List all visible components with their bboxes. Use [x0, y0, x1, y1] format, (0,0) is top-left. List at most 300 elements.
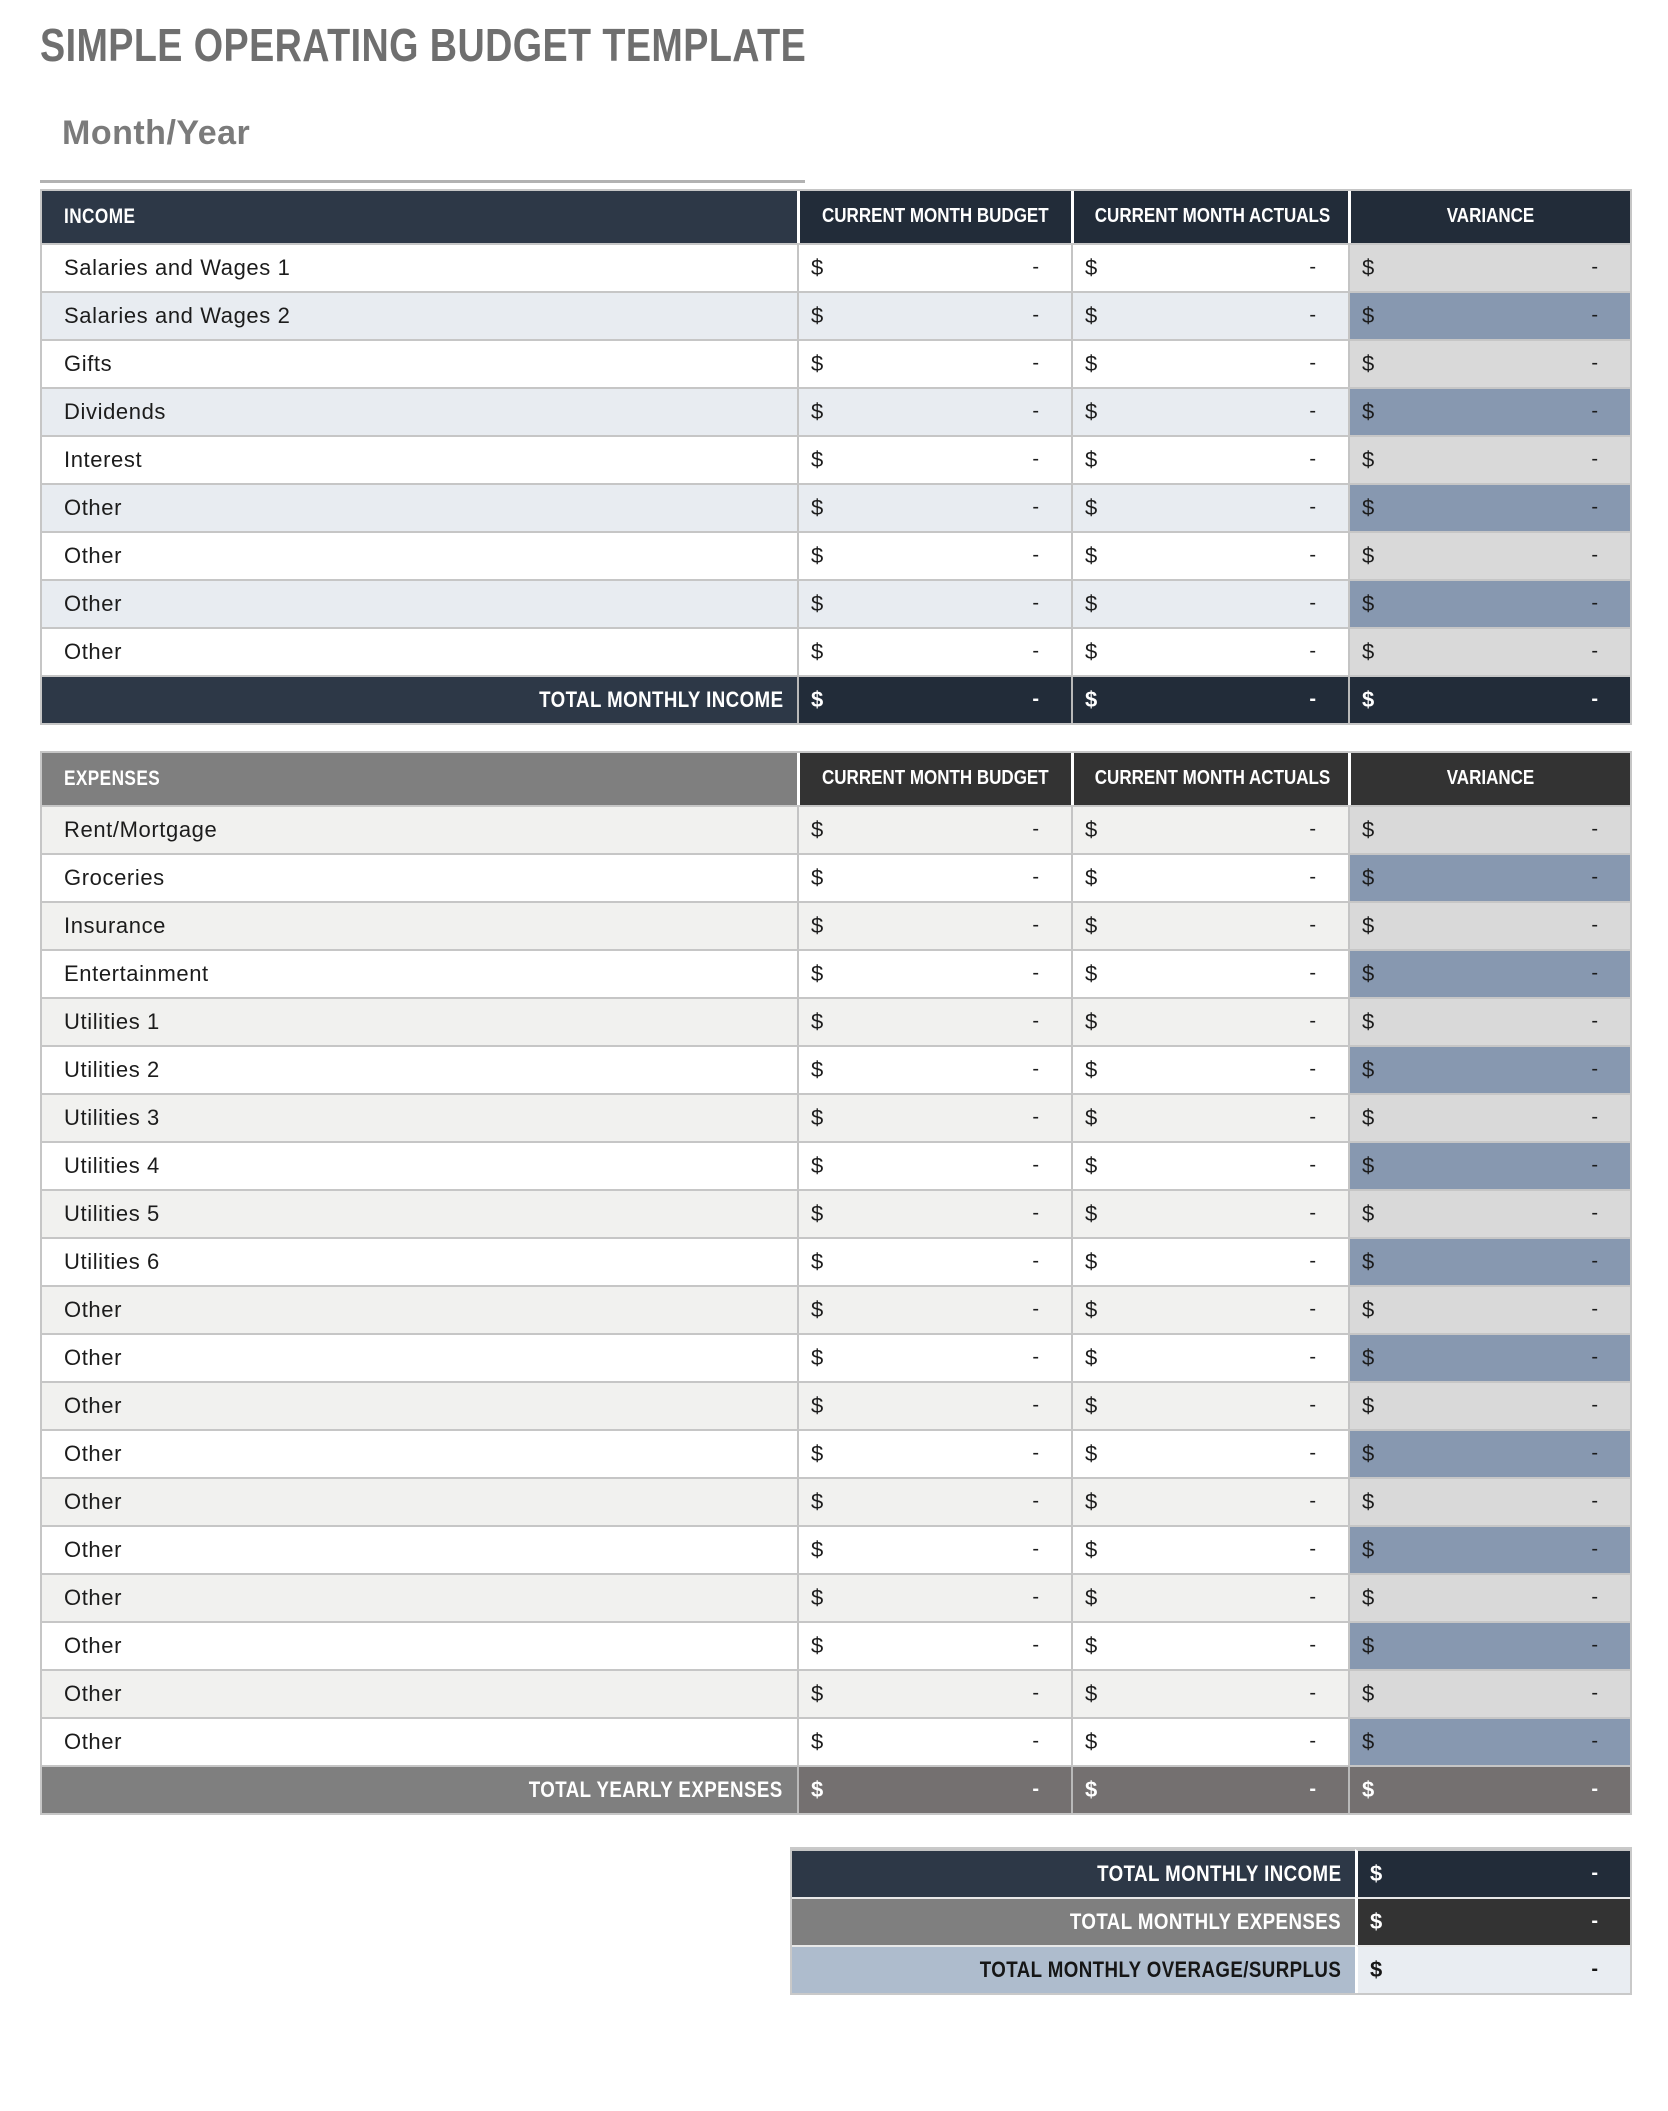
income-total-actuals-cell[interactable]	[1071, 675, 1348, 723]
empty-amount: -	[1591, 496, 1598, 519]
currency-symbol: $	[811, 1200, 824, 1226]
empty-amount: -	[1309, 304, 1316, 327]
empty-amount: -	[1309, 1682, 1316, 1705]
column-header-actuals	[1071, 753, 1348, 805]
actuals-cell[interactable]	[1071, 901, 1348, 949]
empty-amount: -	[1032, 1202, 1039, 1225]
empty-amount: -	[1591, 1250, 1598, 1273]
empty-amount: -	[1309, 1010, 1316, 1033]
expenses-row-label-cell[interactable]: Rent/Mortgage	[42, 805, 797, 853]
empty-amount: -	[1032, 1250, 1039, 1273]
variance-cell[interactable]	[1348, 805, 1630, 853]
actuals-cell[interactable]	[1071, 339, 1348, 387]
expenses-row	[42, 901, 1630, 949]
currency-symbol: $	[811, 446, 824, 472]
actuals-cell[interactable]	[1071, 627, 1348, 675]
income-row	[42, 387, 1630, 435]
variance-cell[interactable]	[1348, 1669, 1630, 1717]
actuals-cell[interactable]	[1071, 579, 1348, 627]
expenses-row-label-cell[interactable]: Utilities 6	[42, 1237, 797, 1285]
currency-symbol: $	[1085, 542, 1098, 568]
income-total-label-text: TOTAL MONTHLY INCOME	[538, 686, 783, 712]
variance-cell[interactable]	[1348, 901, 1630, 949]
summary-income-value-cell[interactable]	[1355, 1849, 1630, 1897]
currency-symbol: $	[811, 638, 824, 664]
expenses-row-label-cell[interactable]: Groceries	[42, 853, 797, 901]
actuals-cell[interactable]	[1071, 243, 1348, 291]
empty-amount: -	[1032, 688, 1039, 711]
budget-cell[interactable]	[797, 1717, 1071, 1765]
empty-amount: -	[1591, 304, 1598, 327]
income-row-label-cell[interactable]: Salaries and Wages 1	[42, 243, 797, 291]
summary-surplus-label-text: TOTAL MONTHLY OVERAGE/SURPLUS	[979, 1956, 1341, 1982]
actuals-cell[interactable]	[1071, 1045, 1348, 1093]
variance-cell[interactable]	[1348, 243, 1630, 291]
expenses-rows	[42, 805, 1630, 1765]
currency-symbol: $	[1362, 1488, 1375, 1514]
expenses-row-label-cell[interactable]: Utilities 4	[42, 1141, 797, 1189]
currency-symbol: $	[1085, 590, 1098, 616]
currency-symbol: $	[1362, 398, 1375, 424]
budget-cell[interactable]	[797, 1045, 1071, 1093]
expenses-row-label-cell[interactable]: Other	[42, 1669, 797, 1717]
actuals-cell[interactable]	[1071, 531, 1348, 579]
empty-amount: -	[1309, 1346, 1316, 1369]
empty-amount: -	[1309, 1490, 1316, 1513]
budget-cell[interactable]	[797, 1669, 1071, 1717]
empty-amount: -	[1032, 1010, 1039, 1033]
empty-amount: -	[1309, 496, 1316, 519]
variance-cell[interactable]	[1348, 1285, 1630, 1333]
expenses-table-header	[42, 753, 1630, 805]
budget-cell[interactable]	[797, 1093, 1071, 1141]
empty-amount: -	[1591, 962, 1598, 985]
variance-cell[interactable]	[1348, 853, 1630, 901]
currency-symbol: $	[811, 1344, 824, 1370]
budget-cell[interactable]	[797, 949, 1071, 997]
expenses-row	[42, 1237, 1630, 1285]
income-total-row	[42, 675, 1630, 723]
currency-symbol: $	[811, 302, 824, 328]
empty-amount: -	[1591, 1538, 1598, 1561]
variance-cell[interactable]	[1348, 579, 1630, 627]
currency-symbol: $	[811, 1392, 824, 1418]
variance-cell[interactable]	[1348, 1045, 1630, 1093]
empty-amount: -	[1309, 1442, 1316, 1465]
empty-amount: -	[1591, 1298, 1598, 1321]
expenses-total-actuals-cell[interactable]	[1071, 1765, 1348, 1813]
variance-cell[interactable]	[1348, 1189, 1630, 1237]
currency-symbol: $	[1085, 1632, 1098, 1658]
expenses-row	[42, 949, 1630, 997]
empty-amount: -	[1309, 818, 1316, 841]
income-row	[42, 531, 1630, 579]
currency-symbol: $	[1085, 816, 1098, 842]
summary-expenses-row	[792, 1897, 1630, 1945]
expenses-row-label-cell[interactable]: Insurance	[42, 901, 797, 949]
currency-symbol: $	[1085, 686, 1098, 712]
currency-symbol: $	[811, 1056, 824, 1082]
column-header-actuals	[1071, 191, 1348, 243]
variance-cell[interactable]	[1348, 1381, 1630, 1429]
empty-amount: -	[1591, 1202, 1598, 1225]
budget-cell[interactable]	[797, 1429, 1071, 1477]
empty-amount: -	[1032, 1634, 1039, 1657]
expenses-row	[42, 1093, 1630, 1141]
currency-symbol: $	[1362, 1296, 1375, 1322]
empty-amount: -	[1309, 256, 1316, 279]
empty-amount: -	[1309, 866, 1316, 889]
currency-symbol: $	[811, 1488, 824, 1514]
column-header-budget-text: CURRENT MONTH BUDGET	[822, 767, 1049, 790]
variance-cell[interactable]	[1348, 1333, 1630, 1381]
variance-cell[interactable]	[1348, 1621, 1630, 1669]
month-year-field[interactable]	[62, 114, 1628, 153]
currency-symbol: $	[1362, 864, 1375, 890]
empty-amount: -	[1591, 1394, 1598, 1417]
subtitle-underline	[40, 180, 805, 183]
budget-cell[interactable]	[797, 627, 1071, 675]
currency-symbol: $	[1362, 1440, 1375, 1466]
actuals-cell[interactable]	[1071, 1333, 1348, 1381]
currency-symbol: $	[1362, 542, 1375, 568]
income-total-variance-cell[interactable]	[1348, 675, 1630, 723]
actuals-cell[interactable]	[1071, 483, 1348, 531]
currency-symbol: $	[1362, 1248, 1375, 1274]
currency-symbol: $	[1362, 686, 1375, 712]
expenses-row	[42, 1429, 1630, 1477]
currency-symbol: $	[1085, 1296, 1098, 1322]
budget-cell[interactable]	[797, 579, 1071, 627]
currency-symbol: $	[1085, 1008, 1098, 1034]
empty-amount: -	[1309, 1778, 1316, 1801]
income-row-label-cell[interactable]: Interest	[42, 435, 797, 483]
budget-cell[interactable]	[797, 853, 1071, 901]
variance-cell[interactable]	[1348, 1717, 1630, 1765]
page-title	[40, 20, 1628, 72]
income-row-label-cell[interactable]: Other	[42, 531, 797, 579]
expenses-row-label-cell[interactable]: Utilities 3	[42, 1093, 797, 1141]
currency-symbol: $	[811, 1440, 824, 1466]
empty-amount: -	[1032, 592, 1039, 615]
actuals-cell[interactable]	[1071, 853, 1348, 901]
variance-cell[interactable]	[1348, 435, 1630, 483]
income-rows	[42, 243, 1630, 675]
income-table	[40, 189, 1632, 725]
currency-symbol: $	[1085, 1536, 1098, 1562]
summary-table	[790, 1847, 1632, 1995]
empty-amount: -	[1591, 1682, 1598, 1705]
income-row-label-cell[interactable]: Other	[42, 483, 797, 531]
budget-cell[interactable]	[797, 531, 1071, 579]
variance-cell[interactable]	[1348, 1573, 1630, 1621]
expenses-total-variance-cell[interactable]	[1348, 1765, 1630, 1813]
summary-income-label-text: TOTAL MONTHLY INCOME	[1096, 1860, 1341, 1886]
currency-symbol: $	[1362, 1200, 1375, 1226]
expenses-row-label-cell[interactable]: Other	[42, 1621, 797, 1669]
income-section-header-cell	[42, 191, 797, 243]
expenses-row-label-cell[interactable]: Other	[42, 1429, 797, 1477]
currency-symbol: $	[811, 1008, 824, 1034]
currency-symbol: $	[811, 1152, 824, 1178]
currency-symbol: $	[1085, 1392, 1098, 1418]
currency-symbol: $	[1085, 398, 1098, 424]
expenses-row-label-cell[interactable]: Other	[42, 1573, 797, 1621]
empty-amount: -	[1032, 818, 1039, 841]
expenses-row	[42, 1621, 1630, 1669]
empty-amount: -	[1309, 592, 1316, 615]
currency-symbol: $	[1362, 1728, 1375, 1754]
income-row-label-cell[interactable]: Other	[42, 627, 797, 675]
income-total-budget-cell[interactable]	[797, 675, 1071, 723]
expenses-row-label-cell[interactable]: Other	[42, 1717, 797, 1765]
expenses-row	[42, 1189, 1630, 1237]
currency-symbol: $	[1362, 1392, 1375, 1418]
variance-cell[interactable]	[1348, 1477, 1630, 1525]
expenses-row-label-cell[interactable]: Utilities 1	[42, 997, 797, 1045]
column-header-budget	[797, 191, 1071, 243]
budget-cell[interactable]	[797, 1237, 1071, 1285]
empty-amount: -	[1032, 1730, 1039, 1753]
actuals-cell[interactable]	[1071, 1525, 1348, 1573]
empty-amount: -	[1032, 1058, 1039, 1081]
expenses-row-label-cell[interactable]: Other	[42, 1333, 797, 1381]
empty-amount: -	[1032, 1346, 1039, 1369]
budget-cell[interactable]	[797, 339, 1071, 387]
actuals-cell[interactable]	[1071, 949, 1348, 997]
empty-amount: -	[1032, 304, 1039, 327]
currency-symbol: $	[1362, 350, 1375, 376]
empty-amount: -	[1032, 1442, 1039, 1465]
currency-symbol: $	[1362, 1680, 1375, 1706]
empty-amount: -	[1591, 1490, 1598, 1513]
empty-amount: -	[1032, 1154, 1039, 1177]
column-header-actuals-text: CURRENT MONTH ACTUALS	[1094, 205, 1331, 228]
empty-amount: -	[1591, 1778, 1598, 1801]
variance-cell[interactable]	[1348, 1237, 1630, 1285]
currency-symbol: $	[811, 912, 824, 938]
variance-cell[interactable]	[1348, 339, 1630, 387]
empty-amount: -	[1591, 1058, 1598, 1081]
actuals-cell[interactable]	[1071, 1285, 1348, 1333]
column-header-actuals-text: CURRENT MONTH ACTUALS	[1094, 767, 1331, 790]
month-year-text: Month/Year	[62, 113, 251, 152]
currency-symbol: $	[1085, 638, 1098, 664]
expenses-row	[42, 805, 1630, 853]
currency-symbol: $	[1085, 302, 1098, 328]
budget-cell[interactable]	[797, 291, 1071, 339]
currency-symbol: $	[1362, 816, 1375, 842]
variance-cell[interactable]	[1348, 531, 1630, 579]
actuals-cell[interactable]	[1071, 1717, 1348, 1765]
empty-amount: -	[1309, 1394, 1316, 1417]
budget-cell[interactable]	[797, 1141, 1071, 1189]
variance-cell[interactable]	[1348, 1525, 1630, 1573]
expenses-row	[42, 1285, 1630, 1333]
currency-symbol: $	[1085, 1728, 1098, 1754]
currency-symbol: $	[1370, 1956, 1383, 1982]
budget-cell[interactable]	[797, 243, 1071, 291]
variance-cell[interactable]	[1348, 483, 1630, 531]
currency-symbol: $	[1362, 1776, 1375, 1802]
empty-amount: -	[1309, 1538, 1316, 1561]
currency-symbol: $	[1085, 1584, 1098, 1610]
budget-cell[interactable]	[797, 1333, 1071, 1381]
actuals-cell[interactable]	[1071, 387, 1348, 435]
empty-amount: -	[1591, 448, 1598, 471]
summary-expenses-value-cell[interactable]	[1355, 1897, 1630, 1945]
variance-cell[interactable]	[1348, 1141, 1630, 1189]
expenses-row-label-cell[interactable]: Entertainment	[42, 949, 797, 997]
variance-cell[interactable]	[1348, 949, 1630, 997]
expenses-row-label-cell[interactable]: Other	[42, 1381, 797, 1429]
currency-symbol: $	[1085, 912, 1098, 938]
summary-expenses-label-text: TOTAL MONTHLY EXPENSES	[1069, 1908, 1341, 1934]
empty-amount: -	[1032, 866, 1039, 889]
actuals-cell[interactable]	[1071, 1189, 1348, 1237]
variance-cell[interactable]	[1348, 291, 1630, 339]
currency-symbol: $	[1362, 1056, 1375, 1082]
empty-amount: -	[1032, 496, 1039, 519]
expenses-row	[42, 1333, 1630, 1381]
budget-cell[interactable]	[797, 1381, 1071, 1429]
budget-cell[interactable]	[797, 483, 1071, 531]
actuals-cell[interactable]	[1071, 1573, 1348, 1621]
income-row	[42, 243, 1630, 291]
currency-symbol: $	[811, 398, 824, 424]
budget-cell[interactable]	[797, 1189, 1071, 1237]
currency-symbol: $	[1362, 960, 1375, 986]
summary-surplus-label-cell	[792, 1945, 1355, 1993]
empty-amount: -	[1032, 962, 1039, 985]
currency-symbol: $	[1085, 254, 1098, 280]
expenses-row-label-cell[interactable]: Other	[42, 1477, 797, 1525]
income-row	[42, 291, 1630, 339]
expenses-row	[42, 1669, 1630, 1717]
budget-cell[interactable]	[797, 1621, 1071, 1669]
currency-symbol: $	[1362, 1632, 1375, 1658]
empty-amount: -	[1032, 1106, 1039, 1129]
empty-amount: -	[1591, 818, 1598, 841]
income-row	[42, 579, 1630, 627]
empty-amount: -	[1591, 400, 1598, 423]
currency-symbol: $	[1085, 1776, 1098, 1802]
variance-cell[interactable]	[1348, 627, 1630, 675]
currency-symbol: $	[1085, 960, 1098, 986]
currency-symbol: $	[811, 1248, 824, 1274]
actuals-cell[interactable]	[1071, 435, 1348, 483]
empty-amount: -	[1309, 1058, 1316, 1081]
currency-symbol: $	[811, 686, 824, 712]
budget-cell[interactable]	[797, 435, 1071, 483]
currency-symbol: $	[811, 1104, 824, 1130]
actuals-cell[interactable]	[1071, 1093, 1348, 1141]
currency-symbol: $	[811, 350, 824, 376]
actuals-cell[interactable]	[1071, 1381, 1348, 1429]
budget-cell[interactable]	[797, 1285, 1071, 1333]
currency-symbol: $	[1085, 494, 1098, 520]
currency-symbol: $	[1362, 254, 1375, 280]
empty-amount: -	[1309, 688, 1316, 711]
expenses-total-budget-cell[interactable]	[797, 1765, 1071, 1813]
income-row-label-cell[interactable]: Salaries and Wages 2	[42, 291, 797, 339]
empty-amount: -	[1591, 1106, 1598, 1129]
actuals-cell[interactable]	[1071, 1669, 1348, 1717]
expenses-row-label-cell[interactable]: Other	[42, 1285, 797, 1333]
budget-cell[interactable]	[797, 1525, 1071, 1573]
empty-amount: -	[1032, 1778, 1039, 1801]
currency-symbol: $	[811, 864, 824, 890]
empty-amount: -	[1591, 1346, 1598, 1369]
budget-cell[interactable]	[797, 901, 1071, 949]
actuals-cell[interactable]	[1071, 805, 1348, 853]
variance-cell[interactable]	[1348, 1093, 1630, 1141]
budget-cell[interactable]	[797, 387, 1071, 435]
variance-cell[interactable]	[1348, 1429, 1630, 1477]
empty-amount: -	[1309, 544, 1316, 567]
budget-cell[interactable]	[797, 997, 1071, 1045]
empty-amount: -	[1309, 962, 1316, 985]
income-row	[42, 483, 1630, 531]
currency-symbol: $	[1085, 1104, 1098, 1130]
summary-expenses-label-cell	[792, 1897, 1355, 1945]
expenses-section-header-text: EXPENSES	[64, 766, 161, 790]
empty-amount: -	[1032, 256, 1039, 279]
expenses-row-label-cell[interactable]: Utilities 5	[42, 1189, 797, 1237]
variance-cell[interactable]	[1348, 387, 1630, 435]
actuals-cell[interactable]	[1071, 1429, 1348, 1477]
currency-symbol: $	[811, 816, 824, 842]
empty-amount: -	[1309, 352, 1316, 375]
currency-symbol: $	[1085, 350, 1098, 376]
actuals-cell[interactable]	[1071, 1621, 1348, 1669]
currency-symbol: $	[1362, 912, 1375, 938]
currency-symbol: $	[1362, 1008, 1375, 1034]
empty-amount: -	[1591, 866, 1598, 889]
empty-amount: -	[1032, 1538, 1039, 1561]
budget-cell[interactable]	[797, 805, 1071, 853]
column-header-variance-text: VARIANCE	[1446, 205, 1535, 228]
actuals-cell[interactable]	[1071, 1141, 1348, 1189]
currency-symbol: $	[811, 1296, 824, 1322]
empty-amount: -	[1032, 400, 1039, 423]
actuals-cell[interactable]	[1071, 997, 1348, 1045]
empty-amount: -	[1309, 1634, 1316, 1657]
expenses-section-header-cell	[42, 753, 797, 805]
budget-cell[interactable]	[797, 1477, 1071, 1525]
expenses-row	[42, 1045, 1630, 1093]
empty-amount: -	[1032, 1490, 1039, 1513]
budget-cell[interactable]	[797, 1573, 1071, 1621]
expenses-row-label-cell[interactable]: Utilities 2	[42, 1045, 797, 1093]
expenses-row-label-cell[interactable]: Other	[42, 1525, 797, 1573]
summary-surplus-value-cell[interactable]	[1355, 1945, 1630, 1993]
variance-cell[interactable]	[1348, 997, 1630, 1045]
empty-amount: -	[1309, 448, 1316, 471]
income-row-label-cell[interactable]: Gifts	[42, 339, 797, 387]
empty-amount: -	[1591, 1010, 1598, 1033]
income-row-label-cell[interactable]: Dividends	[42, 387, 797, 435]
currency-symbol: $	[1085, 1680, 1098, 1706]
currency-symbol: $	[1085, 1152, 1098, 1178]
actuals-cell[interactable]	[1071, 1237, 1348, 1285]
currency-symbol: $	[1362, 1104, 1375, 1130]
empty-amount: -	[1032, 448, 1039, 471]
empty-amount: -	[1591, 1586, 1598, 1609]
actuals-cell[interactable]	[1071, 291, 1348, 339]
income-row-label-cell[interactable]: Other	[42, 579, 797, 627]
actuals-cell[interactable]	[1071, 1477, 1348, 1525]
